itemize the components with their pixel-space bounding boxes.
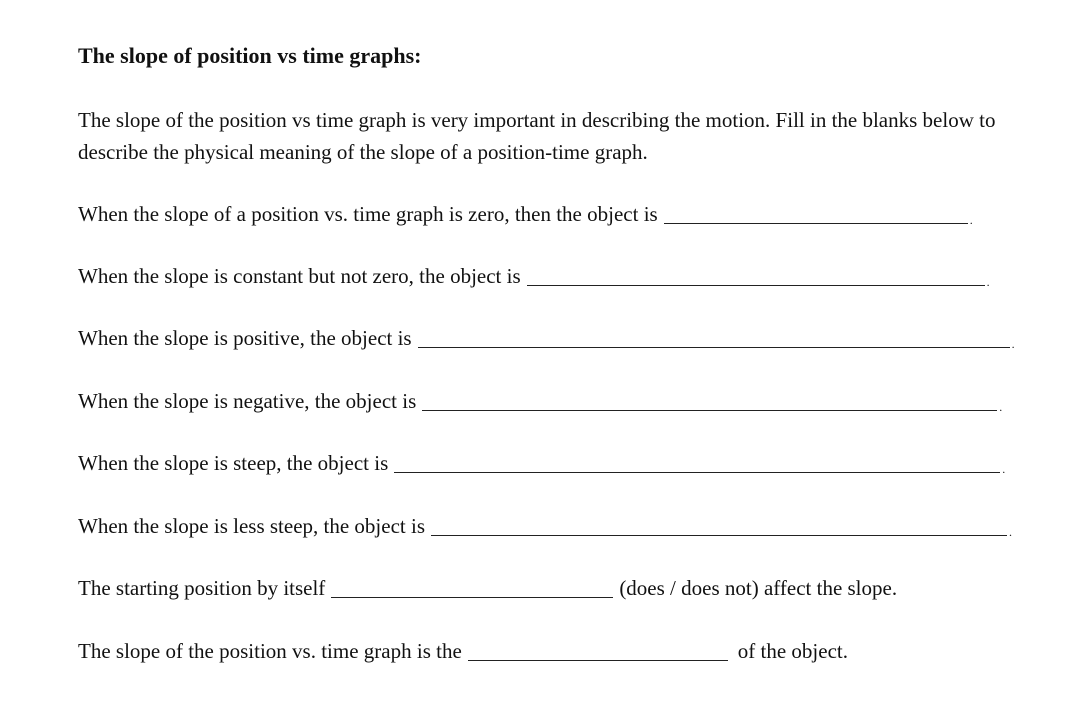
answer-blank-8[interactable] <box>468 640 728 661</box>
question-1-prompt: When the slope of a position vs. time graph is zero, then the object is <box>78 202 658 226</box>
question-4 <box>78 387 1002 415</box>
section-title: The slope of position vs time graphs: <box>78 43 422 68</box>
question-2 <box>78 262 990 290</box>
question-2-period: . <box>986 275 990 289</box>
question-4-prompt: When the slope is negative, the object is <box>78 389 417 413</box>
answer-blank-7[interactable] <box>331 577 613 598</box>
question-5-prompt: When the slope is steep, the object is <box>78 451 389 475</box>
question-7 <box>78 574 897 602</box>
question-3-period: . <box>1011 337 1015 351</box>
answer-blank-2[interactable] <box>527 265 985 286</box>
question-6-period: . <box>1009 525 1013 539</box>
answer-blank-4[interactable] <box>422 390 997 411</box>
question-5-period: . <box>1002 462 1006 476</box>
answer-blank-1[interactable] <box>664 203 968 224</box>
question-1 <box>78 200 973 228</box>
answer-blank-5[interactable] <box>394 452 1000 473</box>
intro-paragraph: The slope of the position vs time graph is very important in describing the motion. Fill in the blanks below to describe the physical meaning of the slope of a position-time graph. <box>78 108 996 164</box>
question-8 <box>78 637 848 665</box>
question-8-suffix: of the object. <box>737 639 848 663</box>
answer-blank-6[interactable] <box>431 515 1007 536</box>
answer-blank-3[interactable] <box>418 327 1010 348</box>
question-6 <box>78 512 1012 540</box>
question-3 <box>78 324 1015 352</box>
question-8-prompt: The slope of the position vs. time graph is the <box>78 639 462 663</box>
question-6-prompt: When the slope is less steep, the object is <box>78 514 426 538</box>
question-1-period: . <box>969 213 973 227</box>
question-7-prompt: The starting position by itself <box>78 576 326 600</box>
question-3-prompt: When the slope is positive, the object is <box>78 326 412 350</box>
question-7-suffix: (does / does not) affect the slope. <box>619 576 898 600</box>
question-2-prompt: When the slope is constant but not zero, the object is <box>78 264 521 288</box>
question-5 <box>78 449 1005 477</box>
question-4-period: . <box>999 400 1003 414</box>
